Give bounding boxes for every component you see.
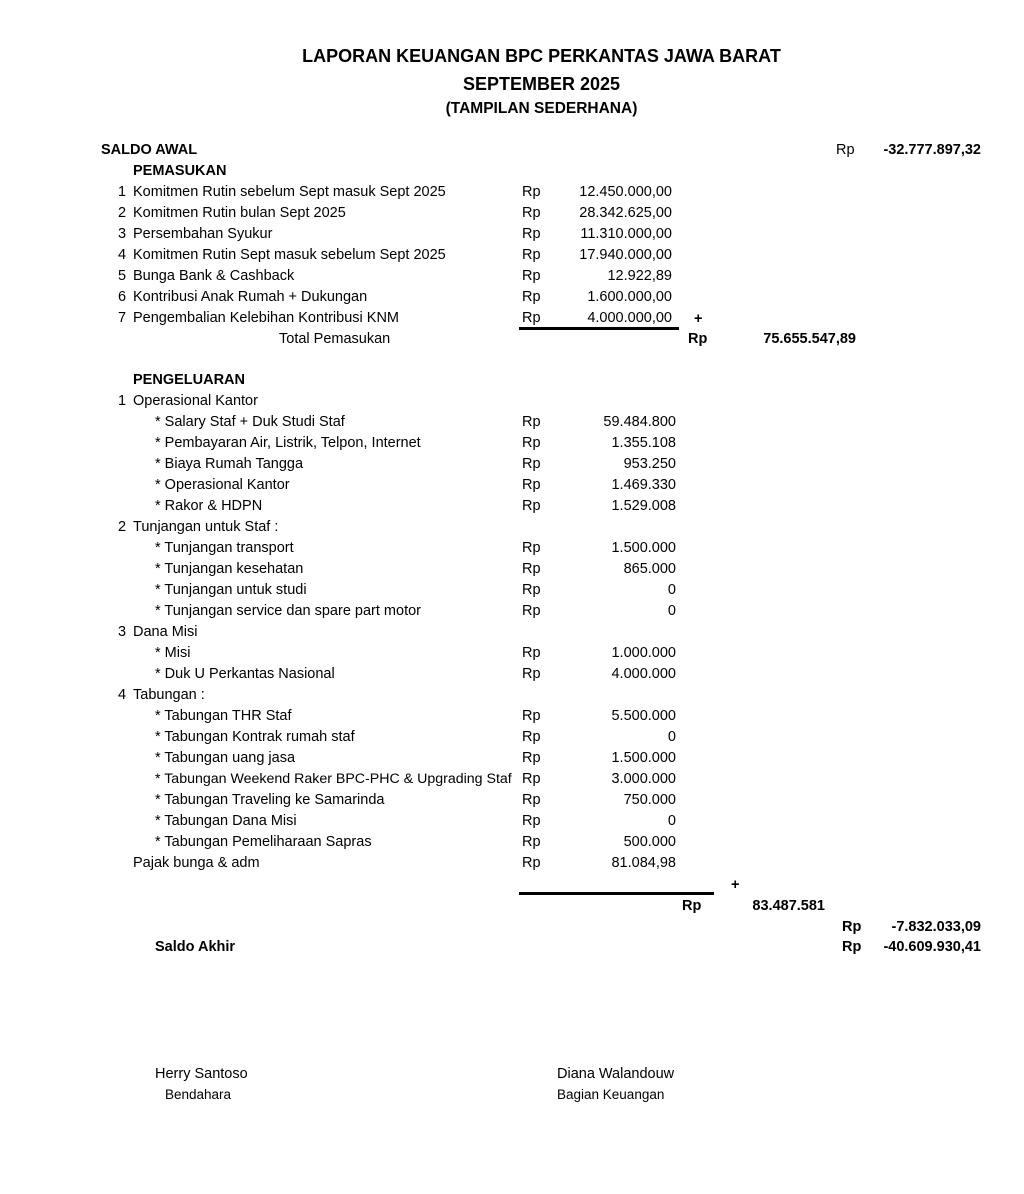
pengeluaran-row-currency: Rp xyxy=(522,834,541,850)
pengeluaran-row-currency: Rp xyxy=(522,708,541,724)
pengeluaran-sum-line xyxy=(519,892,714,895)
pengeluaran-group-no: 2 xyxy=(118,519,127,535)
pengeluaran-row-label: * Tabungan THR Staf xyxy=(155,708,292,724)
pemasukan-row-no: 7 xyxy=(118,310,127,326)
pengeluaran-row-amount: 750.000 xyxy=(623,792,676,808)
pengeluaran-group-no: 4 xyxy=(118,687,127,703)
pengeluaran-row-amount: 4.000.000 xyxy=(611,666,676,682)
pengeluaran-row-label: * Operasional Kantor xyxy=(155,477,290,493)
pemasukan-row-amount: 11.310.000,00 xyxy=(580,226,672,242)
pemasukan-plus-sign: + xyxy=(694,311,703,327)
pengeluaran-row-currency: Rp xyxy=(522,855,541,871)
pemasukan-sum-line xyxy=(519,327,679,330)
signatory-role: Bagian Keuangan xyxy=(557,1087,665,1102)
pengeluaran-row-amount: 1.469.330 xyxy=(611,477,676,493)
pengeluaran-row-currency: Rp xyxy=(522,813,541,829)
pemasukan-row-label: Persembahan Syukur xyxy=(133,226,273,242)
saldo-akhir-amount: -40.609.930,41 xyxy=(883,939,981,955)
pengeluaran-row-currency: Rp xyxy=(522,498,541,514)
pengeluaran-row-label: * Tunjangan kesehatan xyxy=(155,561,304,577)
pemasukan-row-no: 1 xyxy=(118,184,127,200)
pengeluaran-plus-sign: + xyxy=(731,877,740,893)
saldo-awal-currency: Rp xyxy=(836,142,855,158)
pengeluaran-row-amount: 865.000 xyxy=(623,561,676,577)
pengeluaran-row-label: * Tabungan Weekend Raker BPC-PHC & Upgrading Staf xyxy=(155,771,512,787)
report-title: LAPORAN KEUANGAN BPC PERKANTAS JAWA BARAT xyxy=(302,46,781,66)
saldo-akhir-currency: Rp xyxy=(842,939,862,955)
pengeluaran-row-amount: 81.084,98 xyxy=(611,855,676,871)
pengeluaran-row-amount: 1.500.000 xyxy=(611,750,676,766)
pengeluaran-row-label: * Rakor & HDPN xyxy=(155,498,263,514)
pemasukan-row-amount: 28.342.625,00 xyxy=(579,205,672,221)
pemasukan-row-no: 5 xyxy=(118,268,127,284)
pemasukan-row-label: Bunga Bank & Cashback xyxy=(133,268,295,284)
pengeluaran-row-currency: Rp xyxy=(522,414,541,430)
pengeluaran-row-amount: 0 xyxy=(667,813,676,829)
pengeluaran-row-amount: 0 xyxy=(667,603,676,619)
pengeluaran-group-no: 3 xyxy=(118,624,127,640)
pemasukan-row-amount: 17.940.000,00 xyxy=(579,247,672,263)
pengeluaran-row-currency: Rp xyxy=(522,435,541,451)
pengeluaran-row-currency: Rp xyxy=(522,645,541,661)
pengeluaran-row-label: * Tunjangan transport xyxy=(155,540,294,556)
report-subtitle: (TAMPILAN SEDERHANA) xyxy=(445,100,638,117)
pengeluaran-heading: PENGELUARAN xyxy=(133,372,245,388)
pengeluaran-row-amount: 1.529.008 xyxy=(611,498,676,514)
pengeluaran-row-currency: Rp xyxy=(522,792,541,808)
pengeluaran-row-label: * Tabungan Dana Misi xyxy=(155,813,297,829)
pengeluaran-row-label: Pajak bunga & adm xyxy=(133,855,260,871)
total-pemasukan-currency: Rp xyxy=(688,331,708,347)
pengeluaran-group-label: Tunjangan untuk Staf : xyxy=(133,519,279,535)
pengeluaran-row-currency: Rp xyxy=(522,603,541,619)
pengeluaran-row-label: * Tunjangan untuk studi xyxy=(155,582,307,598)
pemasukan-row-label: Pengembalian Kelebihan Kontribusi KNM xyxy=(133,310,399,326)
pengeluaran-row-label: * Salary Staf + Duk Studi Staf xyxy=(155,414,345,430)
pengeluaran-row-currency: Rp xyxy=(522,540,541,556)
pemasukan-row-amount: 12.922,89 xyxy=(607,268,672,284)
pemasukan-row-no: 3 xyxy=(118,226,127,242)
selisih-amount: -7.832.033,09 xyxy=(891,919,981,935)
pemasukan-row-label: Komitmen Rutin sebelum Sept masuk Sept 2025 xyxy=(133,184,446,200)
pengeluaran-row-currency: Rp xyxy=(522,477,541,493)
pengeluaran-row-label: * Misi xyxy=(155,645,191,661)
total-pemasukan-label: Total Pemasukan xyxy=(279,331,391,347)
total-pengeluaran-amount: 83.487.581 xyxy=(752,898,825,914)
pemasukan-row-no: 4 xyxy=(118,247,127,263)
pengeluaran-row-currency: Rp xyxy=(522,666,541,682)
saldo-awal-label: SALDO AWAL xyxy=(101,142,198,158)
pengeluaran-row-amount: 953.250 xyxy=(623,456,676,472)
saldo-akhir-label: Saldo Akhir xyxy=(155,939,236,955)
pengeluaran-group-no: 1 xyxy=(118,393,127,409)
signatory-name: Diana Walandouw xyxy=(557,1066,675,1082)
pemasukan-row-label: Komitmen Rutin Sept masuk sebelum Sept 2025 xyxy=(133,247,446,263)
pengeluaran-row-amount: 3.000.000 xyxy=(611,771,676,787)
pengeluaran-row-amount: 1.000.000 xyxy=(611,645,676,661)
pengeluaran-row-amount: 5.500.000 xyxy=(611,708,676,724)
pengeluaran-group-label: Dana Misi xyxy=(133,624,198,640)
pengeluaran-row-amount: 59.484.800 xyxy=(603,414,676,430)
pengeluaran-row-label: * Tabungan Kontrak rumah staf xyxy=(155,729,355,745)
pemasukan-row-no: 6 xyxy=(118,289,127,305)
pengeluaran-group-label: Operasional Kantor xyxy=(133,393,258,409)
signatory-role: Bendahara xyxy=(165,1087,232,1102)
pemasukan-row-currency: Rp xyxy=(522,268,541,284)
pengeluaran-row-label: * Pembayaran Air, Listrik, Telpon, Internet xyxy=(155,435,421,451)
report-period: SEPTEMBER 2025 xyxy=(462,74,621,94)
pengeluaran-row-label: * Tabungan Pemeliharaan Sapras xyxy=(155,834,372,850)
pengeluaran-row-label: * Tunjangan service dan spare part motor xyxy=(155,603,421,619)
pengeluaran-row-currency: Rp xyxy=(522,729,541,745)
pemasukan-heading: PEMASUKAN xyxy=(133,163,227,179)
pengeluaran-row-currency: Rp xyxy=(522,750,541,766)
pengeluaran-row-label: * Tabungan Traveling ke Samarinda xyxy=(155,792,385,808)
pengeluaran-row-currency: Rp xyxy=(522,582,541,598)
pengeluaran-row-label: * Duk U Perkantas Nasional xyxy=(155,666,335,682)
pengeluaran-group-label: Tabungan : xyxy=(133,687,205,703)
pengeluaran-row-amount: 1.500.000 xyxy=(611,540,676,556)
pengeluaran-row-currency: Rp xyxy=(522,456,541,472)
signatory-name: Herry Santoso xyxy=(155,1066,248,1082)
pengeluaran-row-currency: Rp xyxy=(522,561,541,577)
pemasukan-row-currency: Rp xyxy=(522,205,541,221)
saldo-awal-amount: -32.777.897,32 xyxy=(883,142,981,158)
pengeluaran-row-label: * Biaya Rumah Tangga xyxy=(155,456,304,472)
pengeluaran-row-currency: Rp xyxy=(522,771,541,787)
pengeluaran-row-amount: 0 xyxy=(667,582,676,598)
pemasukan-row-label: Kontribusi Anak Rumah + Dukungan xyxy=(133,289,368,305)
pengeluaran-row-label: * Tabungan uang jasa xyxy=(155,750,296,766)
total-pemasukan-amount: 75.655.547,89 xyxy=(763,331,856,347)
pemasukan-row-no: 2 xyxy=(118,205,127,221)
pemasukan-row-currency: Rp xyxy=(522,247,541,263)
pemasukan-row-currency: Rp xyxy=(522,226,541,242)
pemasukan-row-amount: 1.600.000,00 xyxy=(587,289,672,305)
total-pengeluaran-currency: Rp xyxy=(682,898,702,914)
pengeluaran-row-amount: 1.355.108 xyxy=(611,435,676,451)
pemasukan-row-currency: Rp xyxy=(522,310,541,326)
pengeluaran-row-amount: 0 xyxy=(667,729,676,745)
pemasukan-row-amount: 12.450.000,00 xyxy=(579,184,672,200)
pemasukan-row-amount: 4.000.000,00 xyxy=(587,310,672,326)
pemasukan-row-currency: Rp xyxy=(522,289,541,305)
pengeluaran-row-amount: 500.000 xyxy=(623,834,676,850)
selisih-currency: Rp xyxy=(842,919,862,935)
pemasukan-row-currency: Rp xyxy=(522,184,541,200)
pemasukan-row-label: Komitmen Rutin bulan Sept 2025 xyxy=(133,205,346,221)
